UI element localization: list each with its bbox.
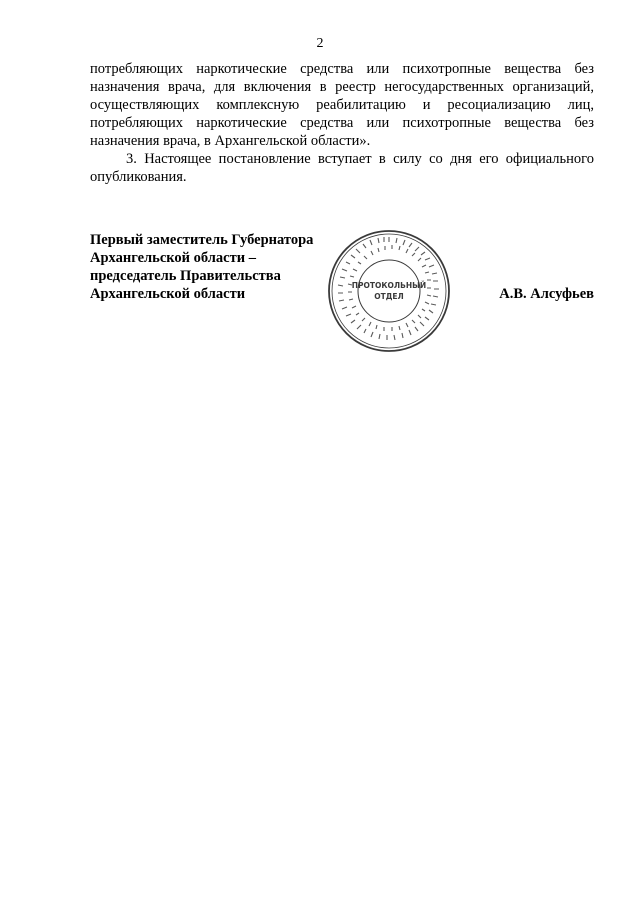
signatory-title-line-4: Архангельской области bbox=[90, 286, 246, 302]
body-text bbox=[90, 60, 594, 186]
body-line-3: осуществляющих комплексную реабилитацию и ресоциализацию лиц, bbox=[90, 97, 594, 113]
stamp-outer-ring bbox=[329, 231, 449, 351]
body-line-2: назначения врача, для включения в реестр негосударственных организаций, bbox=[90, 79, 594, 95]
signatory-title-line-1: Первый заместитель Губернатора bbox=[90, 232, 314, 248]
signatory-title-line-2: Архангельской области – bbox=[90, 250, 256, 266]
body-line-1: потребляющих наркотические средства или психотропные вещества без bbox=[90, 61, 594, 77]
body-line-7: опубликования. bbox=[90, 169, 187, 185]
page-number: 2 bbox=[316, 36, 324, 51]
body-line-4: потребляющих наркотические средства или психотропные вещества без bbox=[90, 115, 594, 131]
official-stamp bbox=[326, 228, 452, 354]
signatory-title-line-3: председатель Правительства bbox=[90, 268, 281, 284]
stamp-center-line-2: ОТДЕЛ bbox=[374, 292, 404, 301]
body-line-5: назначения врача, в Архангельской области». bbox=[90, 133, 371, 149]
body-line-6: 3. Настоящее постановление вступает в силу со дня его официального bbox=[126, 151, 594, 167]
stamp-inner-ring-1 bbox=[332, 234, 446, 348]
signatory-name: А.В. Алсуфьев bbox=[499, 286, 594, 302]
stamp-center-line-1: ПРОТОКОЛЬНЫЙ bbox=[351, 281, 427, 290]
signatory-title bbox=[90, 231, 313, 303]
stamp-inner-ring-2 bbox=[358, 260, 420, 322]
